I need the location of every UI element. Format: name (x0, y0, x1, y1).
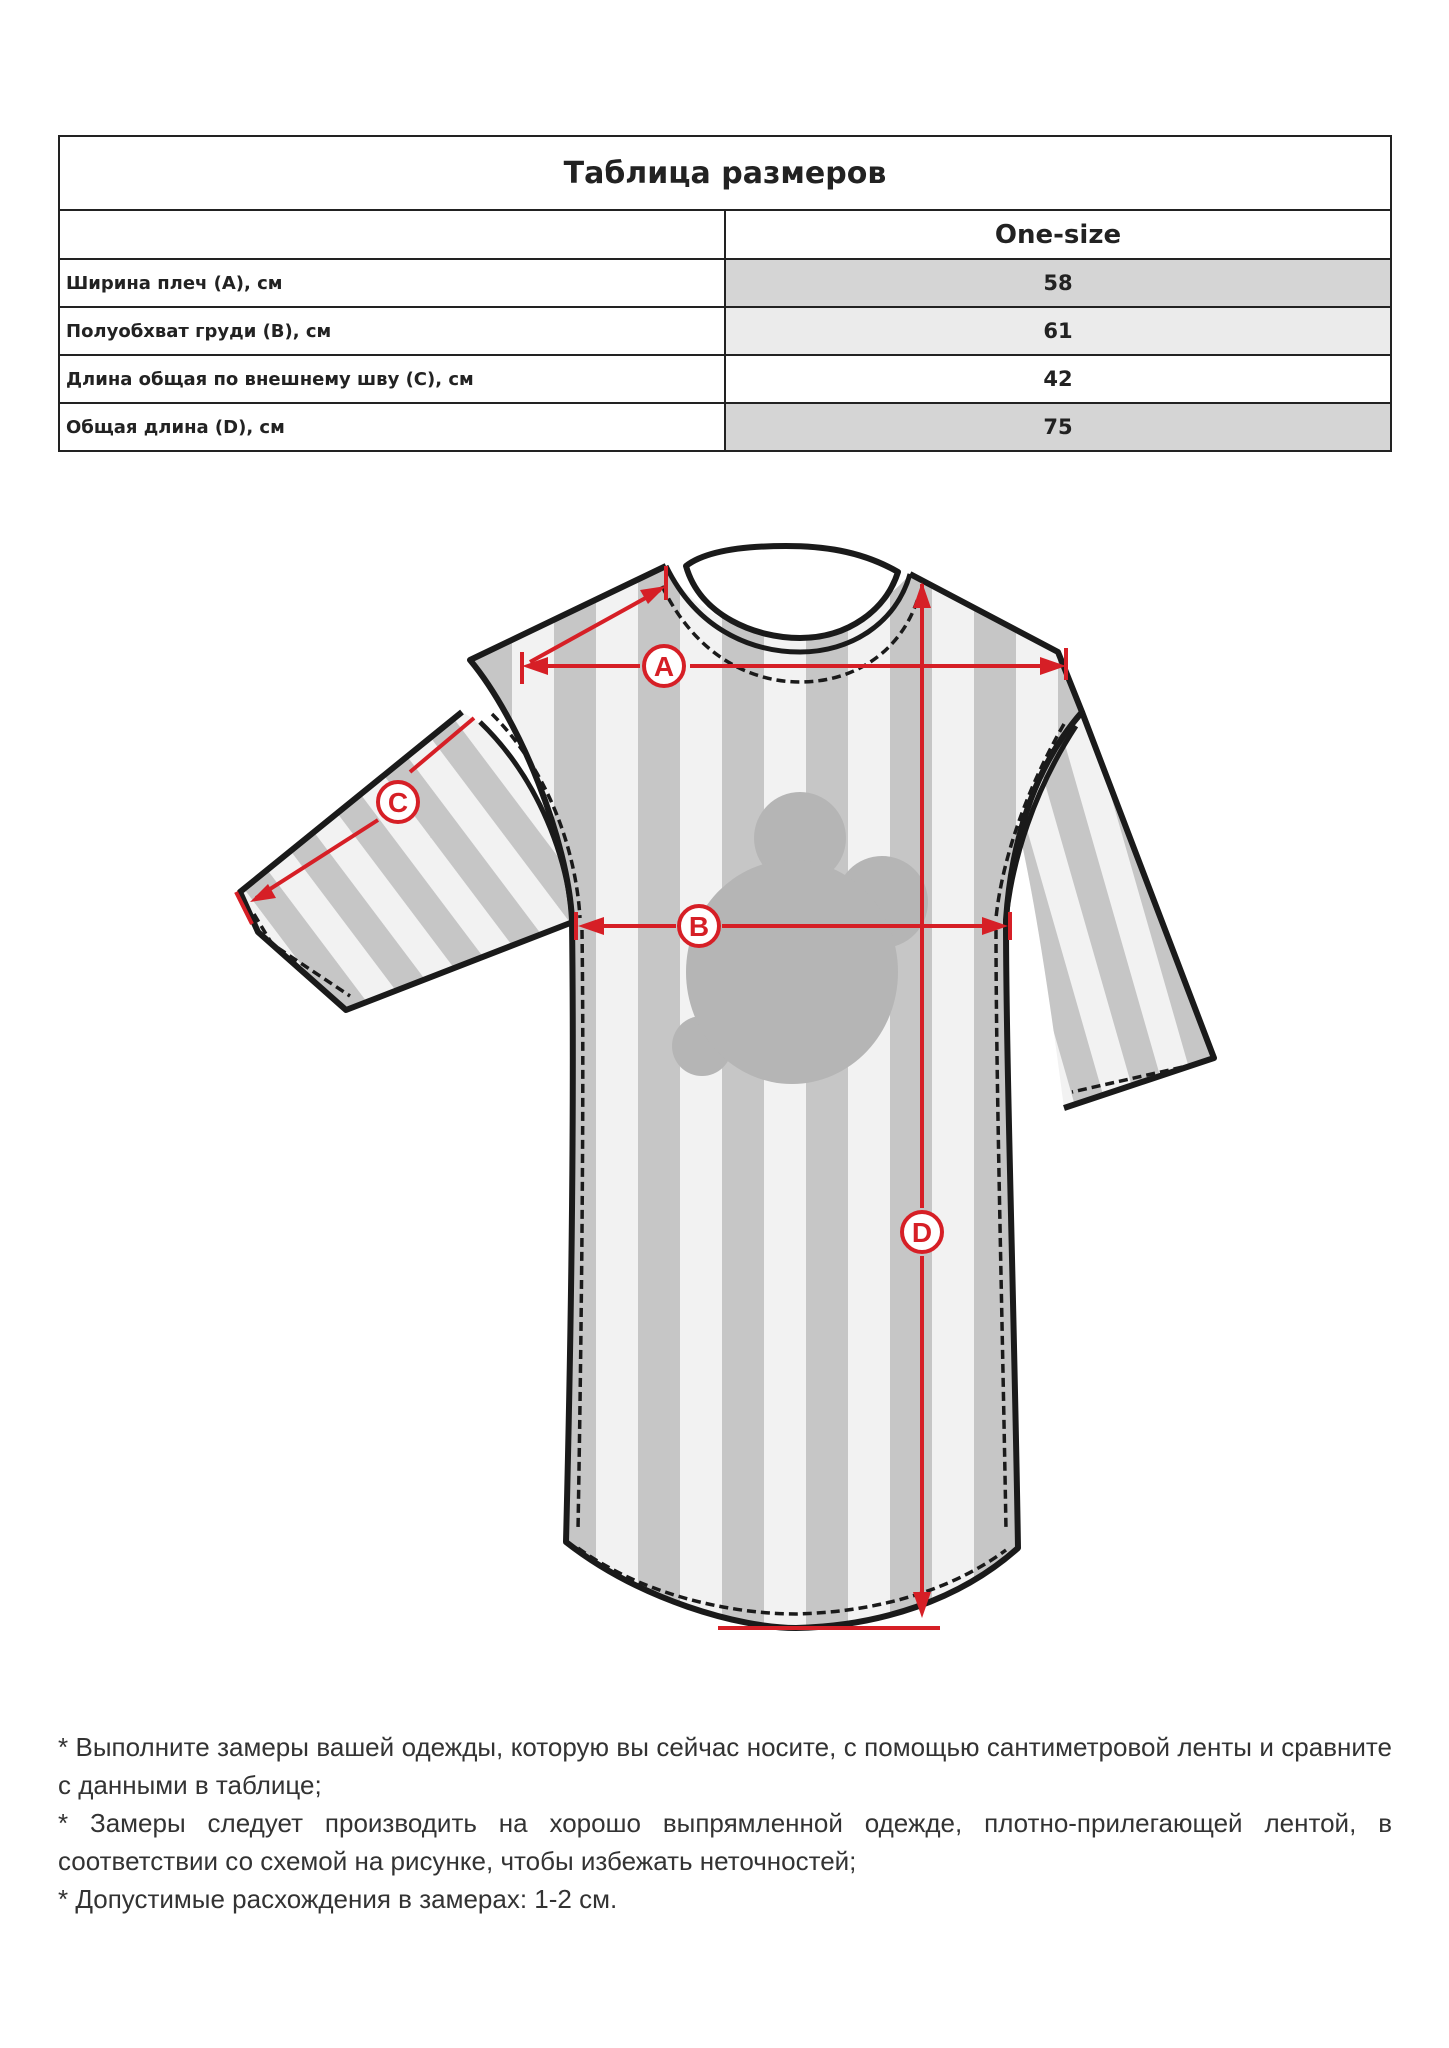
table-row (59, 259, 1391, 307)
notes (58, 1728, 1392, 1918)
row-label-shoulders: Ширина плеч (A), см (59, 259, 725, 307)
row-value-length: 75 (725, 403, 1391, 451)
garment-body (470, 566, 1082, 1628)
table-row (59, 355, 1391, 403)
table-title: Таблица размеров (59, 136, 1391, 210)
label-c: C (387, 787, 409, 818)
label-d: D (911, 1217, 933, 1248)
table-header-empty (59, 210, 725, 259)
row-label-sleeve: Длина общая по внешнему шву (C), см (59, 355, 725, 403)
row-label-length: Общая длина (D), см (59, 403, 725, 451)
row-value-sleeve: 42 (725, 355, 1391, 403)
label-b: B (688, 911, 710, 942)
label-a: A (653, 651, 675, 682)
size-table (58, 135, 1392, 452)
note-2: * Замеры следует производить на хорошо выпрямленной одежде, плотно-прилегающей лентой, в соответствии со схемой на рисунке, чтобы избежать неточностей; (58, 1808, 1392, 1876)
note-1: * Выполните замеры вашей одежды, которую вы сейчас носите, с помощью сантиметровой ленты и сравните с данными в таблице; (58, 1732, 1392, 1800)
row-label-chest: Полуобхват груди (B), см (59, 307, 725, 355)
garment-diagram (0, 520, 1449, 1670)
note-3: * Допустимые расхождения в замерах: 1-2 см. (58, 1884, 618, 1914)
row-value-chest: 61 (725, 307, 1391, 355)
table-row (59, 307, 1391, 355)
table-header-size: One-size (725, 210, 1391, 259)
table-row (59, 403, 1391, 451)
row-value-shoulders: 58 (725, 259, 1391, 307)
